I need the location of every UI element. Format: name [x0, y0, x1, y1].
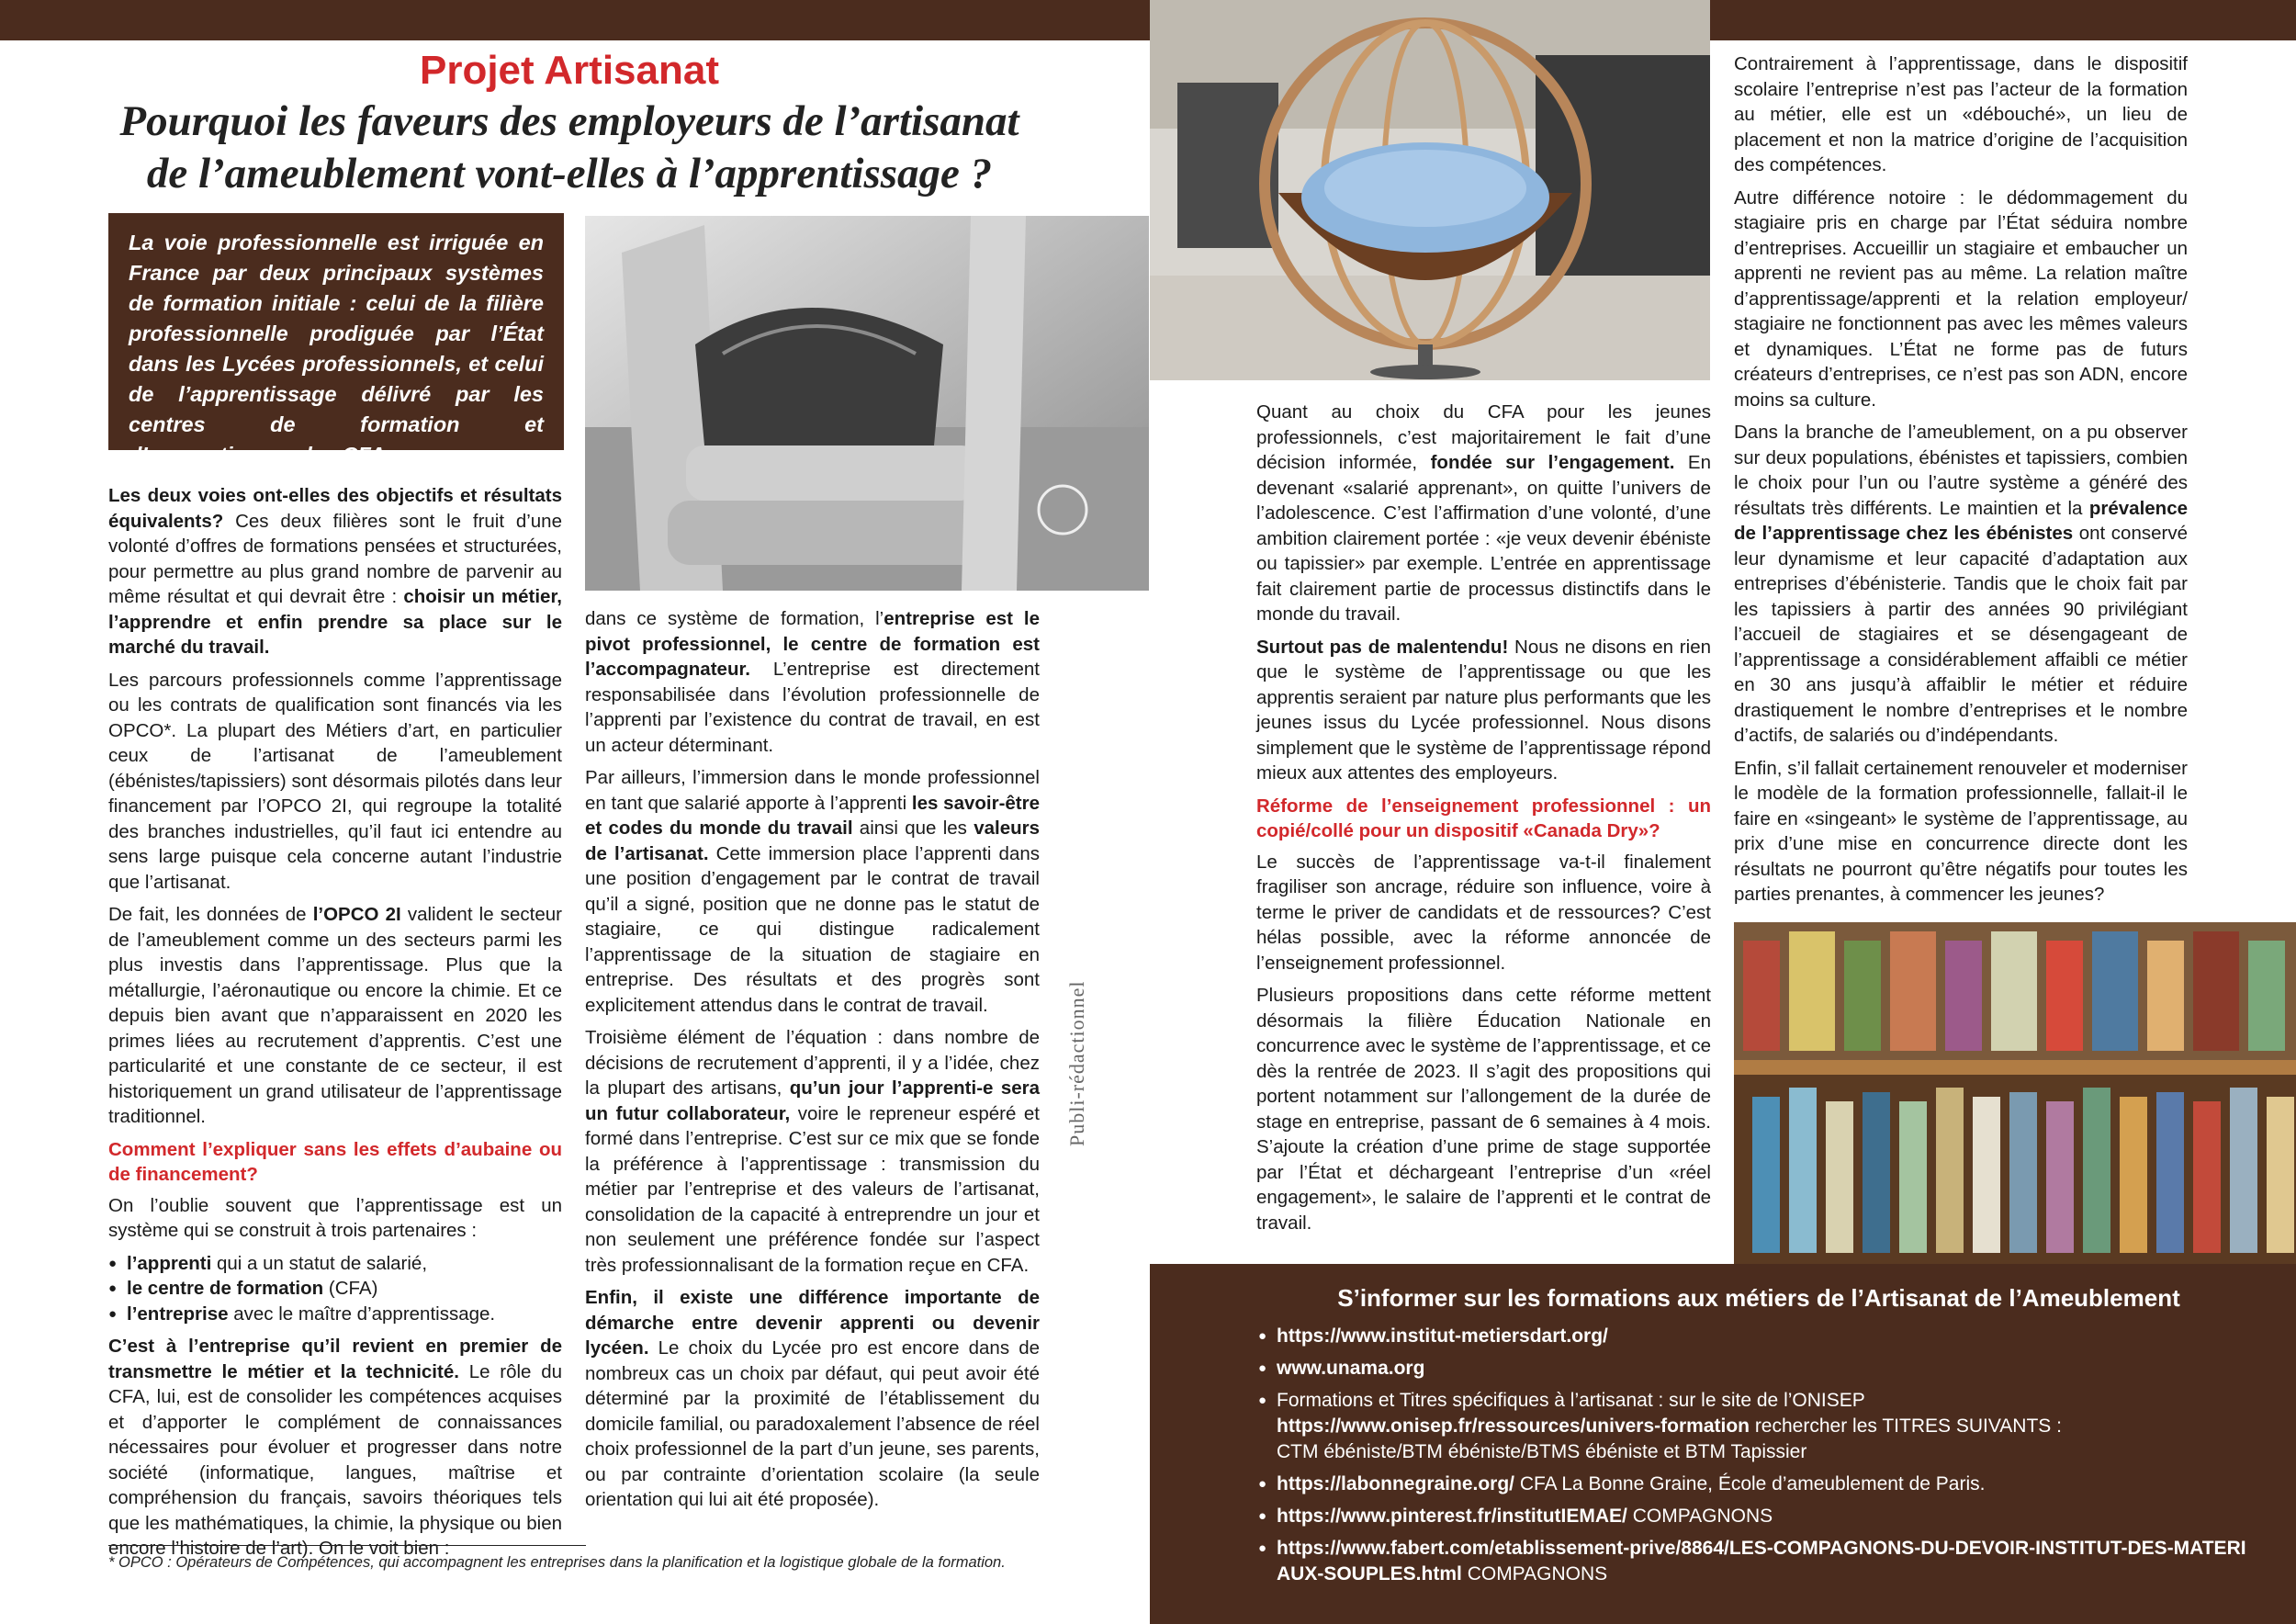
section-kicker: Projet Artisanat: [419, 48, 719, 93]
column-2: [585, 606, 1040, 1520]
photo-trimmings-tassels: [1734, 922, 2296, 1264]
link-unama[interactable]: www.unama.org: [1277, 1358, 1425, 1379]
article-title: [110, 96, 1029, 200]
paragraph: Autre différence notoire : le dédommagement du stagiaire pris en charge par l’État séduira nombre d’entreprises. Accueillir un stagiaire et embaucher un apprenti ne revient pas au même. La relation maître d’apprentissage/apprenti et la relation employeur/ stagiaire ne fonctionnent pas avec les mêmes valeurs et dynamiques. L’État ne forme pas de futurs créateurs d’entreprises, ce n’est pas son ADN, encore moins sa culture.: [1734, 186, 2188, 411]
link-institut-metiersdart[interactable]: https://www.institut-metiersdart.org/: [1277, 1325, 1608, 1347]
subheading: Réforme de l’enseignement professionnel : un copié/collé pour un dispositif «Canada Dry»?: [1256, 795, 1711, 841]
list-item: ● l’entreprise avec le maître d’apprentissage.: [108, 1302, 562, 1327]
paragraph: Par ailleurs, l’immersion dans le monde professionnel en tant que salarié apporte à l’apprenti les savoir-être et codes du monde du travail ainsi que les valeurs de l’artisanat. Cette immersion place l’apprenti dans une position d’engagement par le contrat de travail qu’il a signé, position que ne donne pas le statut de stagiaire, ce qui distingue radicalement l’apprentissage de la situation de stagiaire en entreprise. Des résultats et des progrès sont explicitement attendus dans le contrat de travail.: [585, 767, 1041, 1016]
paragraph: On l’oublie souvent que l’apprentissage est un système qui se construit à trois partenaires :: [108, 1194, 562, 1241]
link-fabert[interactable]: https://www.fabert.com/etablissement-prive/8864/LES-COMPAGNONS-DU-DEVOIR-INSTITUT-DES-MATERIAUX-SOUPLES.html: [1277, 1538, 2246, 1585]
paragraph: Plusieurs propositions dans cette réforme mettent désormais la filière Éducation Nationale en concurrence avec le système de l’apprentissage, et ce dès la rentrée de 2023. Il s’agit des propositions qui portent notamment sur l’allongement de la durée de stage en entreprise, passant de 6 semaines à 4 mois. S’ajoute la création d’une prime de stage supportée par l’État et déchargeant l’entreprise d’un «réel engagement», le salaire de l’apprenti et le contrat de travail.: [1256, 985, 1711, 1234]
info-link-item: ● https://labonnegraine.org/ CFA La Bonne Graine, École d’ameublement de Paris.: [1258, 1472, 2259, 1497]
footnote: * OPCO : Opérateurs de Compétences, qui accompagnent les entreprises dans la planification et la logistique globale de la formation.: [108, 1554, 1006, 1571]
photo-globe-chair: [1150, 0, 1710, 380]
info-box-title: S’informer sur les formations aux métiers de l’Artisanat de l’Ameublement: [1337, 1284, 2180, 1312]
intro-box: La voie professionnelle est irriguée en France par deux principaux systèmes de formation initiale : celui de la filière professionnelle prodiguée par l’État dans les Lycées professionnels, et celui de l’apprentissage délivré par les centres de formation et d’apprentissage, les CFA.: [108, 213, 564, 450]
paragraph: dans ce système de formation, l’entreprise est le pivot professionnel, le centre de formation est l’accompagnateur. L’entreprise est directement responsabilisée dans l’évolution professionnelle de l’apprenti par l’existence du contrat de travail, en est un acteur déterminant.: [585, 608, 1041, 756]
info-box: [1150, 1264, 2296, 1624]
top-brown-band: [0, 0, 1150, 40]
subheading: Comment l’expliquer sans les effets d’aubaine ou de financement?: [108, 1138, 562, 1185]
paragraph: Enfin, il existe une différence importante de démarche entre devenir apprenti ou devenir lycéen. Le choix du Lycée pro est encore dans de nombreux cas un choix par défaut, qui peut avoir été déterminé par la proximité de l’établissement du domicile familial, ou paradoxalement l’absence de réel choix professionnel de la part d’un jeune, ses parents, ou par contrainte d’orientation scolaire (la seule orientation qui lui ait été proposée).: [585, 1287, 1040, 1510]
info-link-item: [1258, 1356, 2259, 1382]
info-link-item: ● https://www.pinterest.fr/institutIEMAE/ COMPAGNONS: [1258, 1504, 2259, 1529]
link-labonnegraine[interactable]: https://labonnegraine.org/: [1277, 1473, 1515, 1494]
paragraph: Enfin, s’il fallait certainement renouveler et moderniser le modèle de la formation professionnelle, fallait-il le faire en «singeant» le système de l’apprentissage, au prix d’une mise en concurrence directe dont les résultats ne pourront qu’être négatifs pour toutes les parties prenantes, à commencer les jeunes?: [1734, 757, 2188, 905]
info-link-item: [1258, 1324, 2259, 1349]
title-line-1: Pourquoi les faveurs des employeurs de l’artisanat: [119, 97, 1019, 145]
info-link-item: ● https://www.fabert.com/etablissement-prive/8864/LES-COMPAGNONS-DU-DEVOIR-INSTITUT-DES-MATERIAUX-SOUPLES.html COMPAGNONS: [1258, 1536, 2259, 1587]
photo-upholstered-chair: [585, 216, 1149, 591]
footnote-rule: [108, 1545, 586, 1546]
paragraph: Le succès de l’apprentissage va-t-il finalement fragiliser son ancrage, réduire son influence, voire à terme le priver de candidats et de ressources? C’est hélas possible, avec la réforme annoncée de l’enseignement professionnel.: [1256, 851, 1711, 974]
top-brown-band-right: [1710, 0, 2296, 40]
info-links-list: [1258, 1324, 2259, 1587]
paragraph: Les deux voies ont-elles des objectifs et résultats équivalents? Ces deux filières sont le fruit d’une volonté d’offres de formations pensées et structurées, pour permettre au plus grand nombre de parvenir au même résultat et qui devrait être : choisir un métier, l’apprendre et enfin prendre sa place sur le marché du travail.: [108, 485, 562, 658]
paragraph: Surtout pas de malentendu! Nous ne disons en rien que le système de l’apprentissage ou que les apprentis seraient par nature plus performants que les jeunes issus du Lycée professionnel. Nous disons simplement que le système de l’apprentissage répond mieux aux attentes des employeurs.: [1256, 636, 1711, 784]
list-item: ● l’apprenti qui a un statut de salarié,: [108, 1251, 562, 1277]
paragraph: Quant au choix du CFA pour les jeunes professionnels, c’est majoritairement le fait d’une décision informée, fondée sur l’engagement. En devenant «salarié apprenant», on quitte l’univers de l’adolescence. C’est l’affirmation d’une volonté, d’une ambition clairement portée : «je veux devenir ébéniste ou tapissier» par exemple. L’entrée en apprentissage fait clairement partie de processus distinctifs dans le monde du travail.: [1256, 401, 1711, 625]
paragraph: Les parcours professionnels comme l’apprentissage ou les contrats de qualification sont financés via les OPCO*. La plupart des Métiers d’art, en particulier ceux de l’artisanat de l’ameublement (ébénistes/tapissiers) sont désormais pilotés dans leur financement par l’OPCO 2I, qui regroupe la totalité des branches industrielles, qu’il faut ici entendre au sens large puisque cela concerne autant l’industrie que l’artisanat.: [108, 669, 562, 893]
info-link-item: ● Formations et Titres spécifiques à l’artisanat : sur le site de l’ONISEP https://www.onisep.fr/ressources/univers-formation rechercher les TITRES SUIVANTS : CTM ébéniste/BTM ébéniste/BTMS ébéniste et BTM Tapissier: [1258, 1388, 2259, 1465]
paragraph: C’est à l’entreprise qu’il revient en premier de transmettre le métier et la technicité. Le rôle du CFA, lui, est de consolider les compétences acquises et d’apporter le complément de connaissances nécessaires pour évoluer et progresser dans notre société (informatique, langues, maîtrise et compréhension du français, savoirs théoriques tels que les mathématiques, la chimie, la physique ou bien encore l’histoire de l’art). On le voit bien :: [108, 1336, 563, 1559]
link-pinterest[interactable]: https://www.pinterest.fr/institutIEMAE/: [1277, 1506, 1627, 1527]
paragraph: Dans la branche de l’ameublement, on a pu observer sur deux populations, ébénistes et tapissiers, combien le choix pour l’un ou l’autre système a généré des résultats très différents. Le maintien et la prévalence de l’apprentissage chez les ébénistes ont conservé leur dynamisme et leur capacité d’adaptation aux entreprises d’ébénisterie. Tandis que le choix fait par les tapissiers à partir des années 90 privilégiant l’accueil de stagiaires et se désengageant de l’apprentissage a considérablement affaibli ce métier en 30 ans jusqu’à affaiblir le métier et réduire drastiquement le nombre d’entreprises et le nombre d’actifs, de salariés ou d’indépendants.: [1734, 422, 2188, 746]
title-line-2: de l’ameublement vont-elles à l’apprentissage ?: [146, 150, 993, 197]
column-4: [1734, 51, 2188, 915]
column-1: [108, 483, 562, 1569]
publi-redactionnel-label: Publi-rédactionnel: [1065, 980, 1088, 1146]
partners-list: [108, 1251, 562, 1327]
paragraph: Troisième élément de l’équation : dans nombre de décisions de recrutement d’apprenti, il y a l’idée, chez la plupart des artisans, qu’un jour l’apprenti-e sera un futur collaborateur, voire le repreneur espéré et formé dans l’entreprise. C’est sur ce mix que se fonde la préférence à l’apprentissage : transmission du métier par l’entreprise et des valeurs de l’artisanat, consolidation de la capacité à entreprendre un jour et non seulement une préférence fondée sur l’aspect très professionnalisant de la formation reçue en CFA.: [585, 1027, 1040, 1276]
paragraph: De fait, les données de l’OPCO 2I valident le secteur de l’ameublement comme un des secteurs parmi les plus investis dans l’apprentissage. Plus que la métallurgie, l’aéronautique ou encore la chimie. Et ce depuis bien avant que n’apparaissent en 2020 les primes liées au recrutement d’apprentis. C’est une particularité et une constante de ce secteur, il est historiquement un grand utilisateur de l’apprentissage traditionnel.: [108, 904, 562, 1127]
link-onisep[interactable]: https://www.onisep.fr/ressources/univers-formation: [1277, 1415, 1750, 1437]
list-item: ● le centre de formation (CFA): [108, 1276, 562, 1302]
paragraph: Contrairement à l’apprentissage, dans le dispositif scolaire l’entreprise n’est pas l’acteur de la formation au métier, elle est un «débouché», un lieu de placement et non la matrice d’origine de l’acquisition des compétences.: [1734, 53, 2188, 175]
column-3: [1256, 400, 1711, 1243]
